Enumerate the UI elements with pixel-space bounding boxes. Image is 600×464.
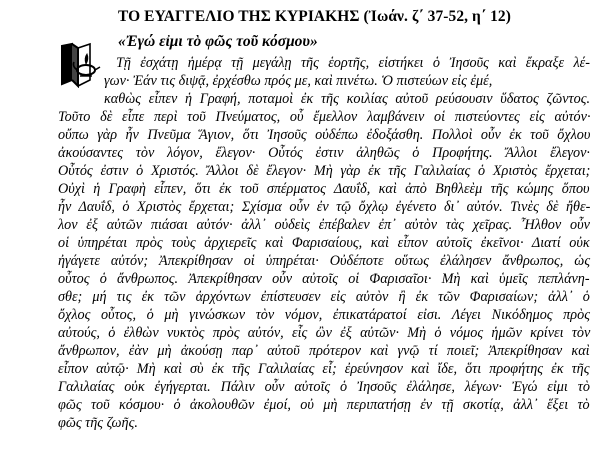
text-line: οἱ ὑπηρέται πρὸς τοὺς ἀρχιερεῖς καὶ Φαρισαίους, καὶ εἶπον αὐτοῖς ἐκεῖνοι· Διατί οὐκ: [58, 235, 590, 251]
text-line: ἀκούσαντες τὸν λόγον, ἔλεγον· Οὗτός ἐστιν ἀληθῶς ὁ Προφήτης. Ἄλλοι ἔλεγον·: [58, 145, 590, 161]
text-line: αὐτούς, ὁ ἐλθὼν νυκτὸς πρὸς αὐτόν, εἷς ὢν ἐξ αὐτῶν· Μὴ ὁ νόμος ἡμῶν κρίνει τὸν: [58, 325, 591, 341]
text-line: γων· Ἐάν τις διψᾷ, ἐρχέσθω πρός με, καὶ πινέτω. Ὁ πιστεύων εἰς ἐμέ,: [104, 73, 493, 89]
text-line: Οὗτός ἐστιν ὁ Χριστός. Ἄλλοι δὲ ἔλεγον· Μὴ γὰρ ἐκ τῆς Γαλιλαίας ὁ Χριστὸς ἔρχεται;: [58, 163, 591, 179]
text-line: Τοῦτο δὲ εἶπε περὶ τοῦ Πνεύματος, οὗ ἔμελλον λαμβάνειν οἱ πιστεύοντες εἰς αὐτόν·: [58, 109, 591, 125]
text-line: ἦν Δαυΐδ, ὁ Χριστὸς ἔρχεται; Σχίσμα οὖν ἐν τῷ ὄχλῳ ἐγένετο δι᾽ αὐτόν. Τινὲς δὲ ἤθε-: [58, 199, 591, 215]
text-line: οὔπω γὰρ ἦν Πνεῦμα Ἅγιον, ὅτι Ἰησοῦς οὐδέπω ἐδοξάσθη. Πολλοὶ οὖν ἐκ τοῦ ὄχλου: [58, 127, 591, 143]
text-line: ἄνθρωπον, ἐὰν μὴ ἀκούσῃ παρ᾽ αὐτοῦ πρότερον καὶ γνῷ τί ποιεῖ; Ἀπεκρίθησαν καὶ: [58, 343, 590, 359]
text-line: ὄχλος οὗτος, ὁ μὴ γινώσκων τὸν νόμον, ἐπικατάρατοί εἰσι. Λέγει Νικόδημος πρὸς: [58, 307, 590, 323]
text-line: ἠγάγετε αὐτόν; Ἀπεκρίθησαν οἱ ὑπηρέται· Οὐδέποτε οὕτως ἐλάλησεν ἄνθρωπος, ὡς: [58, 253, 591, 269]
text-line: φῶς τῆς ζωῆς.: [58, 415, 138, 431]
text-line: Τῇ ἐσχάτῃ ἡμέρᾳ τῇ μεγάλῃ τῆς ἑορτῆς, εἱστήκει ὁ Ἰησοῦς καὶ ἔκραξε λέ-: [116, 55, 590, 71]
text-line: εἶπον αὐτῷ· Μὴ καὶ σὺ ἐκ τῆς Γαλιλαίας εἶ; ἐρεύνησον καὶ ἴδε, ὅτι προφήτης ἐκ τῆς: [58, 361, 590, 377]
text-line: οὗτος ὁ ἄνθρωπος. Ἀπεκρίθησαν οὖν αὐτοῖς οἱ Φαρισαῖοι· Μὴ καὶ ὑμεῖς πεπλάνη-: [58, 271, 590, 287]
text-line: φῶς τοῦ κόσμου· ὁ ἀκολουθῶν ἐμοί, οὐ μὴ περιπατήσῃ ἐν τῇ σκοτίᾳ, ἀλλ᾽ ἕξει τὸ: [58, 397, 590, 413]
text-line: σθε; μή τις ἐκ τῶν ἀρχόντων ἐπίστευσεν εἰς αὐτὸν ἢ ἐκ τῶν Φαρισαίων; ἀλλ᾽ ὁ: [58, 289, 590, 305]
page-subtitle: «Ἐγώ εἰμι τὸ φῶς τοῦ κόσμου»: [118, 33, 318, 50]
page-title: ΤΟ ΕΥΑΓΓΕΛΙΟ ΤΗΣ ΚΥΡΙΑΚΗΣ (Ἰωάν. ζ΄ 37-52, η΄ 12): [118, 8, 511, 25]
text-line: Οὐχὶ ἡ Γραφὴ εἶπεν, ὅτι ἐκ τοῦ σπέρματος Δαυΐδ, καὶ ἀπὸ Βηθλεὲμ τῆς κώμης ὅπου: [58, 181, 590, 197]
text-line: Γαλιλαίας οὐκ ἐγήγερται. Πάλιν οὖν αὐτοῖς ὁ Ἰησοῦς ἐλάλησε, λέγων· Ἐγώ εἰμι τὸ: [58, 379, 590, 395]
text-line: λον ἐξ αὐτῶν πιάσαι αὐτόν· ἀλλ᾽ οὐδεὶς ἐπέβαλεν ἐπ᾽ αὐτὸν τὰς χεῖρας. Ἦλθον οὖν: [58, 217, 590, 233]
text-line: καθὼς εἶπεν ἡ Γραφή, ποταμοὶ ἐκ τῆς κοιλίας αὐτοῦ ρεύσουσιν ὕδατος ζῶντος.: [104, 91, 591, 107]
